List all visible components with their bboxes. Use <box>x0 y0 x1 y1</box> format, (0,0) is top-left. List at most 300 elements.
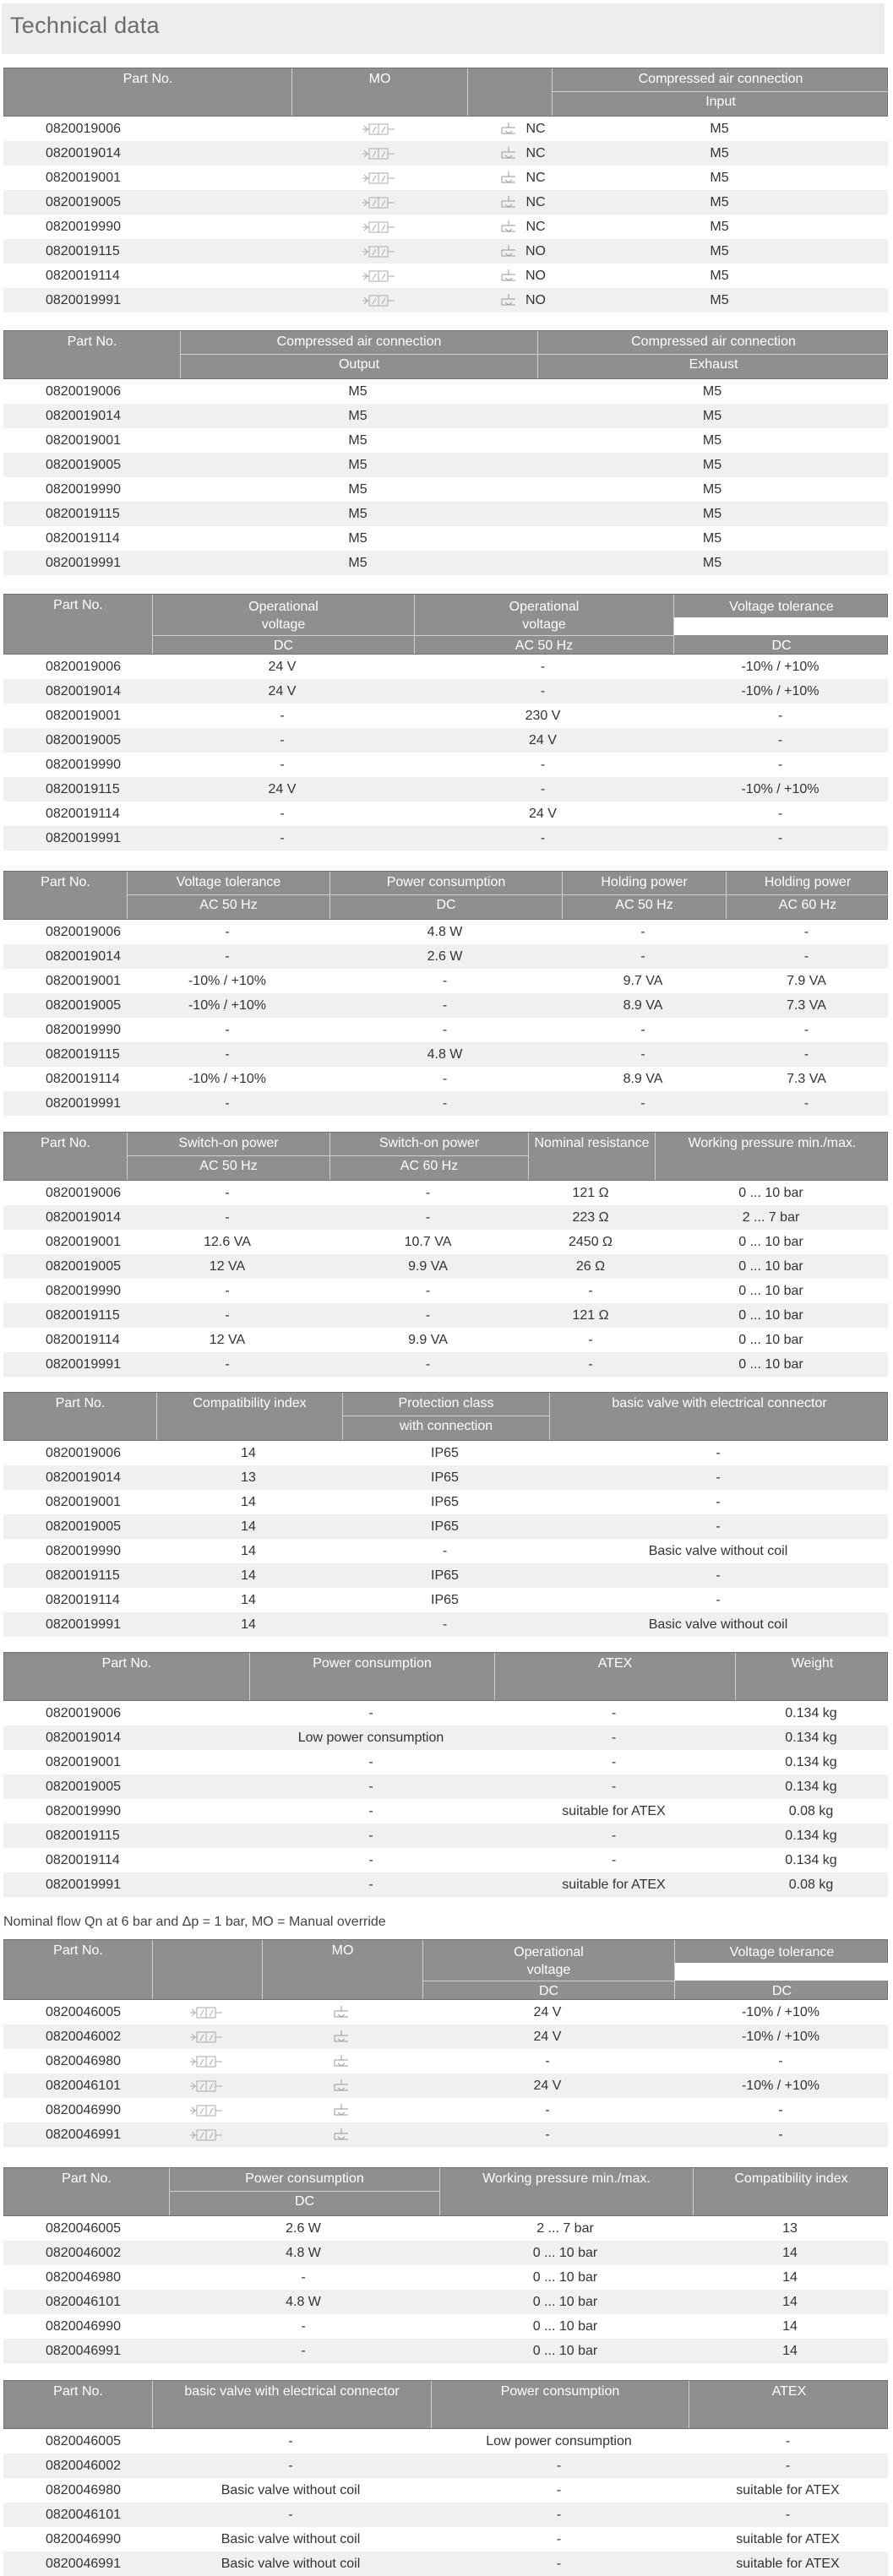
spec-table-2 <box>3 330 888 575</box>
cell-value: 14 <box>782 2270 798 2285</box>
table-row <box>3 655 888 679</box>
part-number: 0820019115 <box>46 244 120 258</box>
header-cell <box>655 1133 889 1180</box>
header-label: MO <box>368 72 391 86</box>
table-row <box>3 239 888 264</box>
header-cell <box>127 872 329 919</box>
table-row <box>3 264 888 288</box>
valve-symbol-icon <box>151 2098 261 2122</box>
cell-value: -10% / +10% <box>741 684 819 698</box>
cell-value: - <box>540 660 546 674</box>
cell-value: 2450 Ω <box>569 1235 613 1249</box>
header-cell <box>549 1393 889 1440</box>
header-cell <box>693 2168 889 2215</box>
cell-value: M5 <box>348 531 368 546</box>
header-label: AC 50 Hz <box>615 898 673 912</box>
cell-value: M5 <box>710 146 729 160</box>
cell-value: - <box>280 709 285 723</box>
cell-value: 9.9 VA <box>408 1259 448 1274</box>
cell-value: IP65 <box>431 1519 459 1534</box>
cell-value: - <box>368 1878 373 1892</box>
cell-value: - <box>803 1023 809 1037</box>
cell-value: - <box>640 925 645 939</box>
manual-override-icon <box>261 2122 422 2147</box>
header-cell <box>329 1133 528 1180</box>
cell-value: 14 <box>241 1593 256 1607</box>
part-number: 0820019001 <box>46 974 121 988</box>
header-label: DC <box>436 898 456 912</box>
cell-value: - <box>611 1780 617 1794</box>
table-row <box>3 2314 888 2339</box>
cell-value: 0.134 kg <box>785 1780 837 1794</box>
part-number: 0820046005 <box>46 2005 121 2019</box>
table-row <box>3 1701 888 1725</box>
table-row <box>3 2339 888 2363</box>
cell-value: Low power consumption <box>486 2434 632 2448</box>
header-cell <box>127 1133 329 1180</box>
page-title: Technical data <box>10 13 160 38</box>
cell-value: - <box>288 2434 293 2448</box>
manual-override-icon <box>261 2024 422 2049</box>
valve-symbol-icon <box>291 215 466 239</box>
cell-value: 7.3 VA <box>787 1072 826 1086</box>
header-label: Compatibility index <box>734 2171 848 2186</box>
cell-value: Basic valve without coil <box>648 1617 788 1632</box>
part-number: 0820046002 <box>46 2030 121 2044</box>
table-row <box>3 993 888 1018</box>
cell-value: 2 ... 7 bar <box>742 1210 800 1225</box>
cell-value: 14 <box>241 1495 256 1509</box>
table-row <box>3 2024 888 2049</box>
table-row <box>3 1441 888 1465</box>
table-header <box>3 871 888 920</box>
table-row <box>3 453 888 477</box>
valve-type: NC <box>525 220 546 234</box>
header-cell <box>562 872 726 919</box>
cell-value: - <box>301 2270 306 2285</box>
spec-table-7 <box>3 1652 888 1897</box>
cell-value: - <box>225 925 230 939</box>
cell-value: - <box>611 1853 617 1867</box>
table-row <box>3 1279 888 1303</box>
table-body <box>3 1181 888 1377</box>
cell-value: 14 <box>241 1544 256 1558</box>
header-label: Working pressure min./max. <box>482 2171 651 2186</box>
header-cell <box>180 331 537 378</box>
header-cell <box>291 68 467 116</box>
header-cell <box>262 1940 422 1999</box>
part-number: 0820019001 <box>46 1495 121 1509</box>
table-row <box>3 969 888 993</box>
cell-value: IP65 <box>431 1568 459 1583</box>
table-row <box>3 1067 888 1091</box>
cell-value: 14 <box>782 2319 798 2334</box>
cell-value: - <box>588 1333 593 1347</box>
part-number: 0820019115 <box>46 1308 120 1323</box>
cell-value: Basic valve without coil <box>221 2557 361 2571</box>
table-row <box>3 526 888 551</box>
cell-value: M5 <box>710 171 729 185</box>
header-label: Power consumption <box>313 1656 432 1671</box>
cell-value: M5 <box>710 269 729 283</box>
table-row <box>3 1774 888 1799</box>
header-cell <box>4 1653 249 1700</box>
valve-symbol-icon <box>151 2024 261 2049</box>
cell-value: - <box>442 1617 448 1632</box>
table-row <box>3 1091 888 1116</box>
table-header <box>3 1652 888 1701</box>
manual-override-icon <box>261 2000 422 2024</box>
header-label: Switch-on power <box>178 1136 279 1150</box>
cell-value: - <box>778 2103 783 2117</box>
cell-value: - <box>803 1047 809 1062</box>
header-label: Part No. <box>101 1656 152 1671</box>
footnote: Nominal flow Qn at 6 bar and Δp = 1 bar, MO = Manual override <box>3 1915 386 1929</box>
part-number: 0820046980 <box>46 2483 121 2497</box>
table-row <box>3 802 888 826</box>
header-cell <box>156 1393 342 1440</box>
part-number: 0820019001 <box>46 433 121 448</box>
part-number: 0820019990 <box>46 758 121 772</box>
header-cell <box>342 1393 549 1440</box>
header-divider <box>128 894 329 895</box>
table-row <box>3 1303 888 1328</box>
valve-symbol-icon <box>151 2000 261 2024</box>
valve-symbol-icon <box>151 2049 261 2073</box>
cell-value: 0.08 kg <box>788 1878 834 1892</box>
cell-value: -10% / +10% <box>188 1072 267 1086</box>
cell-value: M5 <box>702 458 722 472</box>
valve-type: NC <box>525 171 546 185</box>
cell-value: - <box>588 1357 593 1372</box>
header-label: AC 50 Hz <box>199 898 258 912</box>
table-row <box>3 704 888 728</box>
table-header <box>3 330 888 379</box>
header-label: DC <box>771 639 792 653</box>
cell-value: 10.7 VA <box>404 1235 452 1249</box>
cell-value: IP65 <box>431 1446 459 1460</box>
table-body <box>3 2429 888 2576</box>
part-number: 0820019001 <box>46 1755 121 1769</box>
part-number: 0820019005 <box>46 998 121 1013</box>
cell-value: 2.6 W <box>286 2221 321 2236</box>
cell-value: 0 ... 10 bar <box>532 2344 598 2358</box>
cell-value: - <box>442 1544 448 1558</box>
cell-value: suitable for ATEX <box>562 1804 666 1818</box>
part-number: 0820046101 <box>46 2295 121 2309</box>
cell-value: - <box>225 1357 230 1372</box>
cell-value: - <box>716 1593 721 1607</box>
cell-value: 24 V <box>529 807 557 821</box>
table-header <box>3 1939 888 2000</box>
table-row <box>3 2241 888 2265</box>
table-row <box>3 679 888 704</box>
header-cell <box>528 1133 655 1180</box>
header-label: basic valve with electrical connector <box>184 2384 400 2399</box>
header-cell <box>735 1653 889 1700</box>
cell-value: 4.8 W <box>427 925 463 939</box>
cell-value: 12 VA <box>209 1259 246 1274</box>
cell-value: - <box>556 2483 562 2497</box>
cell-value: - <box>716 1495 721 1509</box>
cell-value: 12 VA <box>209 1333 246 1347</box>
cell-value: - <box>777 807 783 821</box>
cell-value: 0 ... 10 bar <box>738 1308 803 1323</box>
table-body <box>3 655 888 851</box>
table-row <box>3 1254 888 1279</box>
valve-symbol-icon <box>151 2122 261 2147</box>
header-label: Switch-on power <box>378 1136 480 1150</box>
cell-value: M5 <box>702 531 722 546</box>
part-number: 0820046002 <box>46 2459 121 2473</box>
table-row <box>3 920 888 944</box>
table-body <box>3 920 888 1116</box>
spec-table-3 <box>3 594 888 851</box>
header-cell <box>537 331 889 378</box>
cell-value: -10% / +10% <box>188 974 267 988</box>
part-number: 0820019005 <box>46 733 121 747</box>
part-number: 0820019115 <box>46 1047 120 1062</box>
cell-value: M5 <box>702 433 722 448</box>
cell-value: 9.9 VA <box>408 1333 448 1347</box>
cell-value: - <box>716 1568 721 1583</box>
cell-value: - <box>442 1023 448 1037</box>
table-row <box>3 2049 888 2073</box>
table-row <box>3 1612 888 1637</box>
cell-value: IP65 <box>431 1495 459 1509</box>
cell-value: 4.8 W <box>427 1047 463 1062</box>
table-row <box>3 1205 888 1230</box>
cell-value: 24 V <box>529 733 557 747</box>
header-cell <box>4 1940 152 1999</box>
header-label: Power consumption <box>245 2171 364 2186</box>
part-number: 0820019005 <box>46 458 121 472</box>
cell-value: - <box>611 1731 617 1745</box>
cell-value: suitable for ATEX <box>736 2532 840 2546</box>
cell-value: - <box>225 1308 230 1323</box>
table-body <box>3 1701 888 1897</box>
header-label: Exhaust <box>689 357 738 372</box>
manual-override-icon <box>261 2098 422 2122</box>
cell-value: - <box>556 2508 562 2522</box>
part-number: 0820019114 <box>46 1593 120 1607</box>
part-number: 0820046991 <box>46 2128 121 2142</box>
cell-value: 14 <box>241 1617 256 1632</box>
cell-value: - <box>556 2459 562 2473</box>
cell-value: - <box>640 1096 645 1111</box>
header-label: AC 60 Hz <box>778 898 837 912</box>
header-label: Part No. <box>41 875 90 889</box>
table-row <box>3 2073 888 2098</box>
cell-value: M5 <box>348 433 368 448</box>
header-divider <box>181 354 537 355</box>
header-divider <box>727 894 889 895</box>
cell-value: suitable for ATEX <box>736 2483 840 2497</box>
cell-value: M5 <box>710 220 729 234</box>
part-number: 0820019991 <box>46 1617 121 1632</box>
cell-value: - <box>425 1284 431 1298</box>
header-blank-band <box>675 1963 889 1981</box>
cell-value: - <box>803 949 809 964</box>
part-number: 0820019114 <box>46 1333 120 1347</box>
cell-value: M5 <box>710 122 729 136</box>
table-row <box>3 728 888 753</box>
cell-value: - <box>716 1446 721 1460</box>
cell-value: 230 V <box>525 709 561 723</box>
table-row <box>3 1872 888 1897</box>
header-cell <box>422 1940 674 1999</box>
cell-value: Basic valve without coil <box>648 1544 788 1558</box>
part-number: 0820019114 <box>46 531 120 546</box>
page-header <box>2 3 885 54</box>
header-label: Part No. <box>53 1943 103 1958</box>
part-number: 0820046002 <box>46 2246 121 2260</box>
part-number: 0820019114 <box>46 1853 120 1867</box>
table-row <box>3 141 888 166</box>
header-cell <box>726 872 889 919</box>
cell-value: 0 ... 10 bar <box>738 1357 803 1372</box>
table-row <box>3 1848 888 1872</box>
header-cell <box>4 1393 156 1440</box>
cell-value: - <box>545 2054 550 2068</box>
cell-value: 121 Ω <box>572 1186 609 1200</box>
table-row <box>3 826 888 851</box>
cell-value: 12.6 VA <box>204 1235 251 1249</box>
part-number: 0820019005 <box>46 1780 121 1794</box>
valve-type: NC <box>525 122 546 136</box>
header-cell <box>4 2381 152 2428</box>
cell-value: - <box>716 1519 721 1534</box>
header-cell <box>674 1940 889 1999</box>
part-number: 0820019114 <box>46 1072 120 1086</box>
spec-table-1 <box>3 68 888 312</box>
header-label: Compressed air connection <box>276 334 442 349</box>
header-label: Nominal resistance <box>534 1136 650 1150</box>
table-row <box>3 1230 888 1254</box>
table-row <box>3 1539 888 1563</box>
cell-value: - <box>640 1047 645 1062</box>
part-number: 0820019006 <box>46 122 121 136</box>
header-cell <box>4 331 180 378</box>
valve-symbol-icon <box>291 166 466 190</box>
header-label: Power consumption <box>500 2384 620 2399</box>
cell-value: - <box>368 1706 373 1720</box>
cell-value: - <box>640 1023 645 1037</box>
valve-symbol-icon <box>291 190 466 215</box>
header-cell <box>467 68 552 116</box>
table-row <box>3 1181 888 1205</box>
cell-value: - <box>225 1284 230 1298</box>
cell-value: - <box>556 2557 562 2571</box>
part-number: 0820019014 <box>46 1210 121 1225</box>
table-row <box>3 190 888 215</box>
header-label: Part No. <box>67 334 117 349</box>
table-header <box>3 594 888 655</box>
valve-symbol-icon <box>291 239 466 264</box>
part-number: 0820046005 <box>46 2434 121 2448</box>
header-label: Operational <box>248 600 319 614</box>
cell-value: IP65 <box>431 1593 459 1607</box>
header-label: ATEX <box>597 1656 633 1671</box>
table-row <box>3 1465 888 1490</box>
cell-value: - <box>777 758 783 772</box>
part-number: 0820019115 <box>46 1829 120 1843</box>
cell-value: - <box>540 684 546 698</box>
header-divider <box>330 1155 528 1156</box>
cell-value: 0.134 kg <box>785 1755 837 1769</box>
header-label: with connection <box>399 1419 493 1433</box>
cell-value: - <box>225 1096 230 1111</box>
cell-value: 24 V <box>268 782 297 796</box>
header-label: AC 50 Hz <box>515 639 574 653</box>
cell-value: 13 <box>782 2221 798 2236</box>
spec-table-8 <box>3 1939 888 2147</box>
header-label: ATEX <box>771 2384 807 2399</box>
manual-override-icon <box>261 2073 422 2098</box>
table-header <box>3 2380 888 2429</box>
table-header <box>3 1392 888 1441</box>
part-number: 0820019006 <box>46 1706 121 1720</box>
valve-symbol-icon <box>291 117 466 141</box>
part-number: 0820019990 <box>46 1544 121 1558</box>
header-label: DC <box>273 639 294 653</box>
valve-symbol-icon <box>291 141 466 166</box>
cell-value: M5 <box>348 507 368 521</box>
part-number: 0820019005 <box>46 195 121 209</box>
cell-value: Basic valve without coil <box>221 2532 361 2546</box>
header-label: Voltage tolerance <box>729 600 834 614</box>
cell-value: - <box>540 758 546 772</box>
part-number: 0820019990 <box>46 1284 121 1298</box>
table-body <box>3 379 888 575</box>
part-number: 0820019990 <box>46 1023 121 1037</box>
header-label: Holding power <box>601 875 688 889</box>
header-cell <box>4 872 127 919</box>
cell-value: - <box>777 831 783 845</box>
part-number: 0820046980 <box>46 2054 121 2068</box>
header-label: Part No. <box>123 72 173 86</box>
part-number: 0820019006 <box>46 925 121 939</box>
header-divider <box>128 1155 329 1156</box>
table-row <box>3 166 888 190</box>
header-cell <box>152 2381 431 2428</box>
cell-value: M5 <box>710 244 729 258</box>
part-number: 0820046990 <box>46 2103 121 2117</box>
table-row <box>3 379 888 404</box>
valve-symbol-icon <box>291 288 466 312</box>
cell-value: 0.08 kg <box>788 1804 834 1818</box>
cell-value: Low power consumption <box>297 1731 444 1745</box>
cell-value: - <box>280 807 285 821</box>
cell-value: 2.6 W <box>427 949 463 964</box>
cell-value: M5 <box>348 384 368 399</box>
cell-value: M5 <box>702 507 722 521</box>
cell-value: 14 <box>782 2246 798 2260</box>
header-label: DC <box>771 1984 792 1998</box>
cell-value: 0.134 kg <box>785 1853 837 1867</box>
cell-value: 121 Ω <box>572 1308 609 1323</box>
cell-value: 0 ... 10 bar <box>532 2246 598 2260</box>
header-label: Output <box>338 357 380 372</box>
cell-value: 0 ... 10 bar <box>532 2270 598 2285</box>
header-cell <box>4 595 152 654</box>
table-row <box>3 2122 888 2147</box>
header-label: Part No. <box>41 1136 90 1150</box>
part-number: 0820046990 <box>46 2319 121 2334</box>
part-number: 0820019014 <box>46 146 121 160</box>
header-cell <box>552 68 889 116</box>
part-number: 0820019014 <box>46 684 121 698</box>
